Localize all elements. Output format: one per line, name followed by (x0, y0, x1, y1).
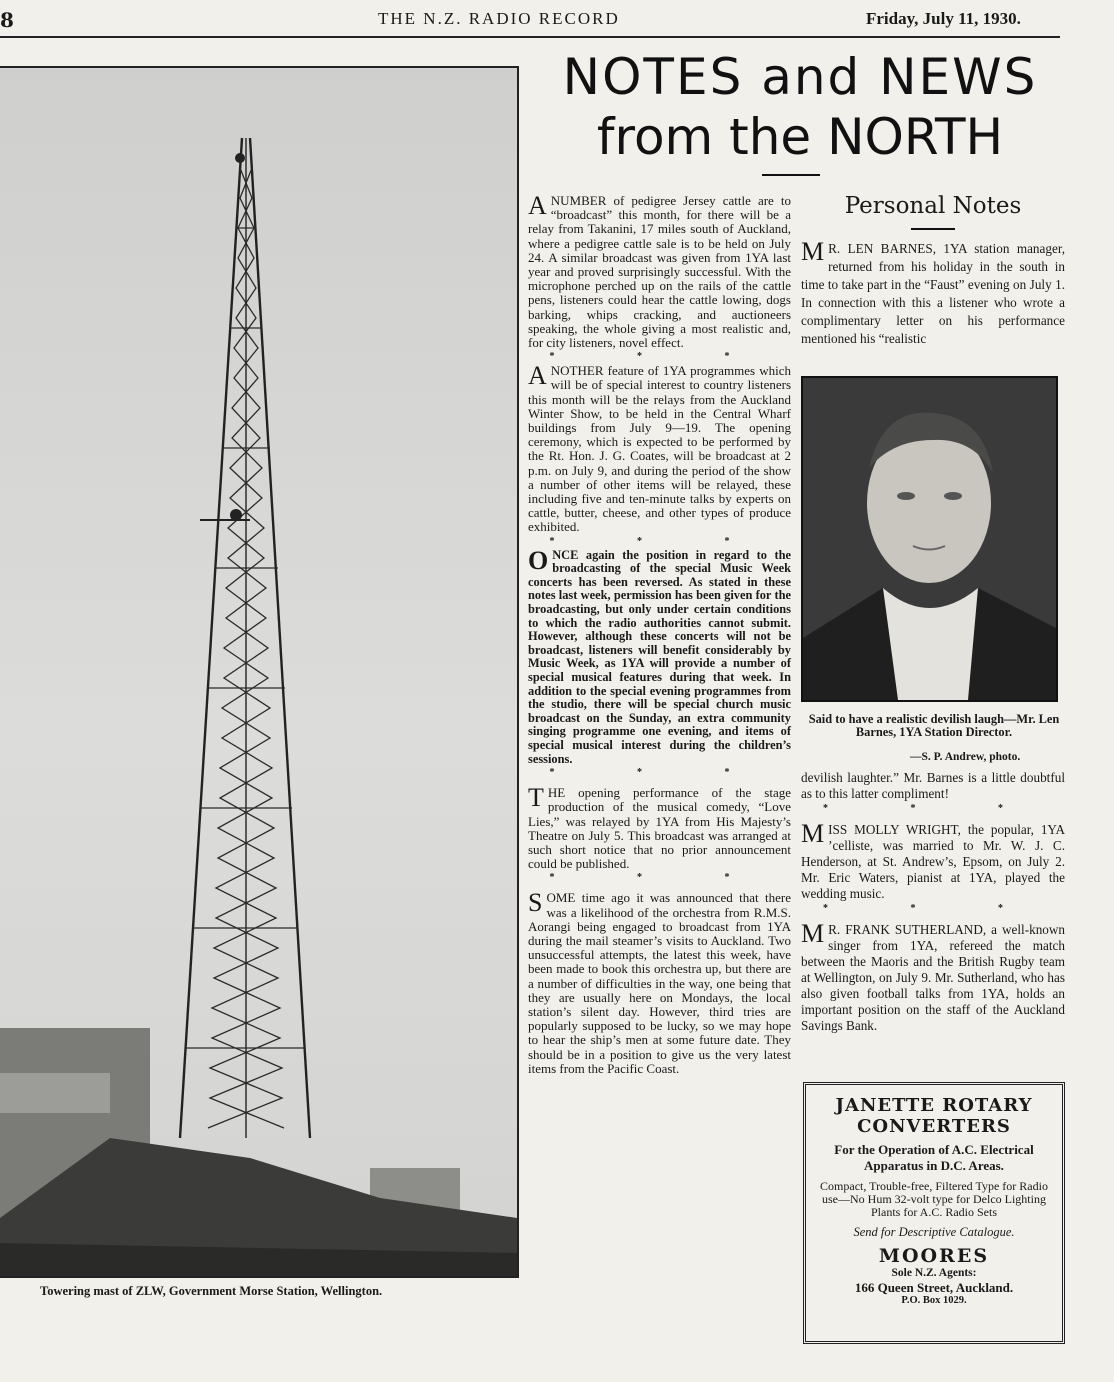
note-text: R. LEN BARNES, 1YA station manager, returned from his holiday in the south in time to take part in the “Faust” evening on July 1. In connection with this a listener who wrote a complimentary letter on his performance mentioned his “realistic (801, 241, 1065, 346)
portrait-credit: —S. P. Andrew, photo. (910, 751, 1021, 763)
ad-agents: Sole N.Z. Agents: (891, 1267, 977, 1279)
ad-body: Compact, Trouble-free, Filtered Type for Radio use—No Hum 32-volt type for Delco Lighting Plants for A.C. Radio Sets (820, 1179, 1048, 1219)
news-item-cattle (528, 191, 791, 351)
news-column (528, 191, 791, 1076)
note-text: R. FRANK SUTHERLAND, a well-known singer from 1YA, refereed the match between the Maoris and the British Rugby team at Wellington, on July 9. Mr. Sutherland, who has also given football talks from 1YA, holds an important position on the staff of the Auckland Savings Bank. (801, 922, 1065, 1033)
header-rule (0, 36, 1060, 38)
drop-cap: A (528, 191, 547, 220)
headline-line-2: from the NORTH (596, 108, 1004, 166)
ad-brand: MOORES (878, 1245, 990, 1267)
personal-notes-continued (801, 770, 1065, 1034)
note-len-barnes (801, 237, 1065, 348)
photo-caption: Towering mast of ZLW, Government Morse Station, Wellington. (40, 1284, 383, 1298)
ad-po-box: P.O. Box 1029. (901, 1295, 967, 1306)
advertisement (803, 1082, 1065, 1344)
news-text: NUMBER of pedigree Jersey cattle are to “broadcast” this month, for there will be a relay from Takanini, 17 miles south of Auckland, where a pedigree cattle sale is to be held on July 24. A similar broadcast was given from 1YA last year and proved surprisingly successful. With the microphone perched up on the rails of the cattle pens, listeners could hear the cattle lowing, dogs barking, whips cracking, and auctioneers speaking, the whole giving a most realistic and, for city listeners, novel effect. (528, 193, 791, 351)
drop-cap: T (528, 783, 544, 813)
headline-line-1: NOTES and NEWS (562, 48, 1038, 106)
news-text: NCE again the position in regard to the broadcasting of the special Music Week concerts has been reversed. As stated in these notes last week, permission has been given for the broadcasting, but only under certain conditions to which the radio authorities cannot submit. However, although these concerts will not be broadcast, listeners will benefit considerably by Music Week, as 1YA will provide a number of special musical features during that week. In addition to the special evening programmes from the studio, there will be special church music broadcast on the Sunday, an extra community singing programme one evening, and items of special musical interest during the children’s sessions. (528, 547, 791, 766)
drop-cap: M (801, 237, 825, 266)
note-frank-sutherland (801, 919, 1065, 1034)
note-len-barnes-cont: devilish laughter.” Mr. Barnes is a little doubtful as to this latter compliment! (801, 770, 1065, 801)
personal-notes-column (801, 192, 1065, 348)
separator-stars: * * * (823, 803, 1043, 814)
news-text: OME time ago it was announced that there was a likelihood of the orchestra from R.M.S. Aorangi being engaged to broadcast from 1YA during the mail steamer’s visits to Auckland. Two unsuccessful attempts, the latest this week, have been made to book this orchestra up, but there are a number of difficulties in the way, one being that they are usually here on Mondays, the local station’s silent day. However, third tries are popularly supposed to be lucky, so we may hope to hear the ship’s men at some future date. They should be in a position to give us the very latest items from the Pacific Coast. (528, 890, 791, 1076)
portrait-photo (801, 376, 1058, 702)
mast-photo (0, 66, 519, 1278)
note-molly-wright (801, 819, 1065, 902)
ad-address: 166 Queen Street, Auckland. (854, 1280, 1014, 1295)
ad-title-line-2: CONVERTERS (857, 1116, 1011, 1137)
headline (530, 48, 1070, 166)
news-item-music-week (528, 545, 791, 767)
page-header (0, 0, 1114, 40)
news-item-aorangi (528, 888, 791, 1076)
drop-cap: O (528, 545, 549, 575)
separator-stars: * * * (823, 903, 1043, 914)
news-item-winter-show (528, 361, 791, 535)
personal-notes-title: Personal Notes (844, 193, 1022, 219)
issue-date: Friday, July 11, 1930. (866, 9, 1021, 28)
title-rule (911, 228, 955, 230)
news-text: NOTHER feature of 1YA programmes which will be of special interest to country listeners this month will be the relays from the Auckland Winter Show, to be held in the Central Wharf buildings from July 9—19. The opening ceremony, which is expected to be performed by the Rt. Hon. J. G. Coates, will be broadcast at 2 p.m. on July 9, and during the period of the show a number of other items will be relayed, these including five and ten-minute talks by experts on cattle, butter, cheese, and other types of produce exhibited. (528, 363, 791, 535)
ad-title-line-1: JANETTE ROTARY (835, 1095, 1033, 1116)
portrait-caption: Said to have a realistic devilish laugh—Mr. Len Barnes, 1YA Station Director. (808, 712, 1060, 739)
page-number: 8 (0, 8, 14, 32)
news-item-love-lies (528, 783, 791, 872)
separator-stars: * * * (549, 767, 770, 779)
radio-mast-illustration (0, 68, 517, 1276)
separator-stars: * * * (549, 872, 770, 884)
portrait-illustration (803, 378, 1056, 700)
drop-cap: M (801, 819, 825, 848)
drop-cap: M (801, 919, 825, 948)
headline-rule (762, 174, 820, 176)
separator-stars: * * * (549, 535, 770, 547)
drop-cap: S (528, 888, 543, 918)
paper-name: THE N.Z. RADIO RECORD (378, 9, 620, 28)
note-text: ISS MOLLY WRIGHT, the popular, 1YA ’celliste, was married to Mr. W. J. C. Henderson, at St. Andrew’s, Epsom, on July 2. Mr. Eric Waters, pianist at 1YA, played the wedding music. (801, 822, 1065, 901)
separator-stars: * * * (549, 351, 770, 363)
ad-subtitle: For the Operation of A.C. Electrical Apparatus in D.C. Areas. (834, 1142, 1034, 1173)
drop-cap: A (528, 361, 547, 391)
ad-send-line: Send for Descriptive Catalogue. (853, 1225, 1015, 1239)
news-text: HE opening performance of the stage production of the musical comedy, “Love Lies,” was relayed by 1YA from His Majesty’s Theatre on July 5. This broadcast was arranged at such short notice that no prior announcement could be published. (528, 785, 791, 872)
